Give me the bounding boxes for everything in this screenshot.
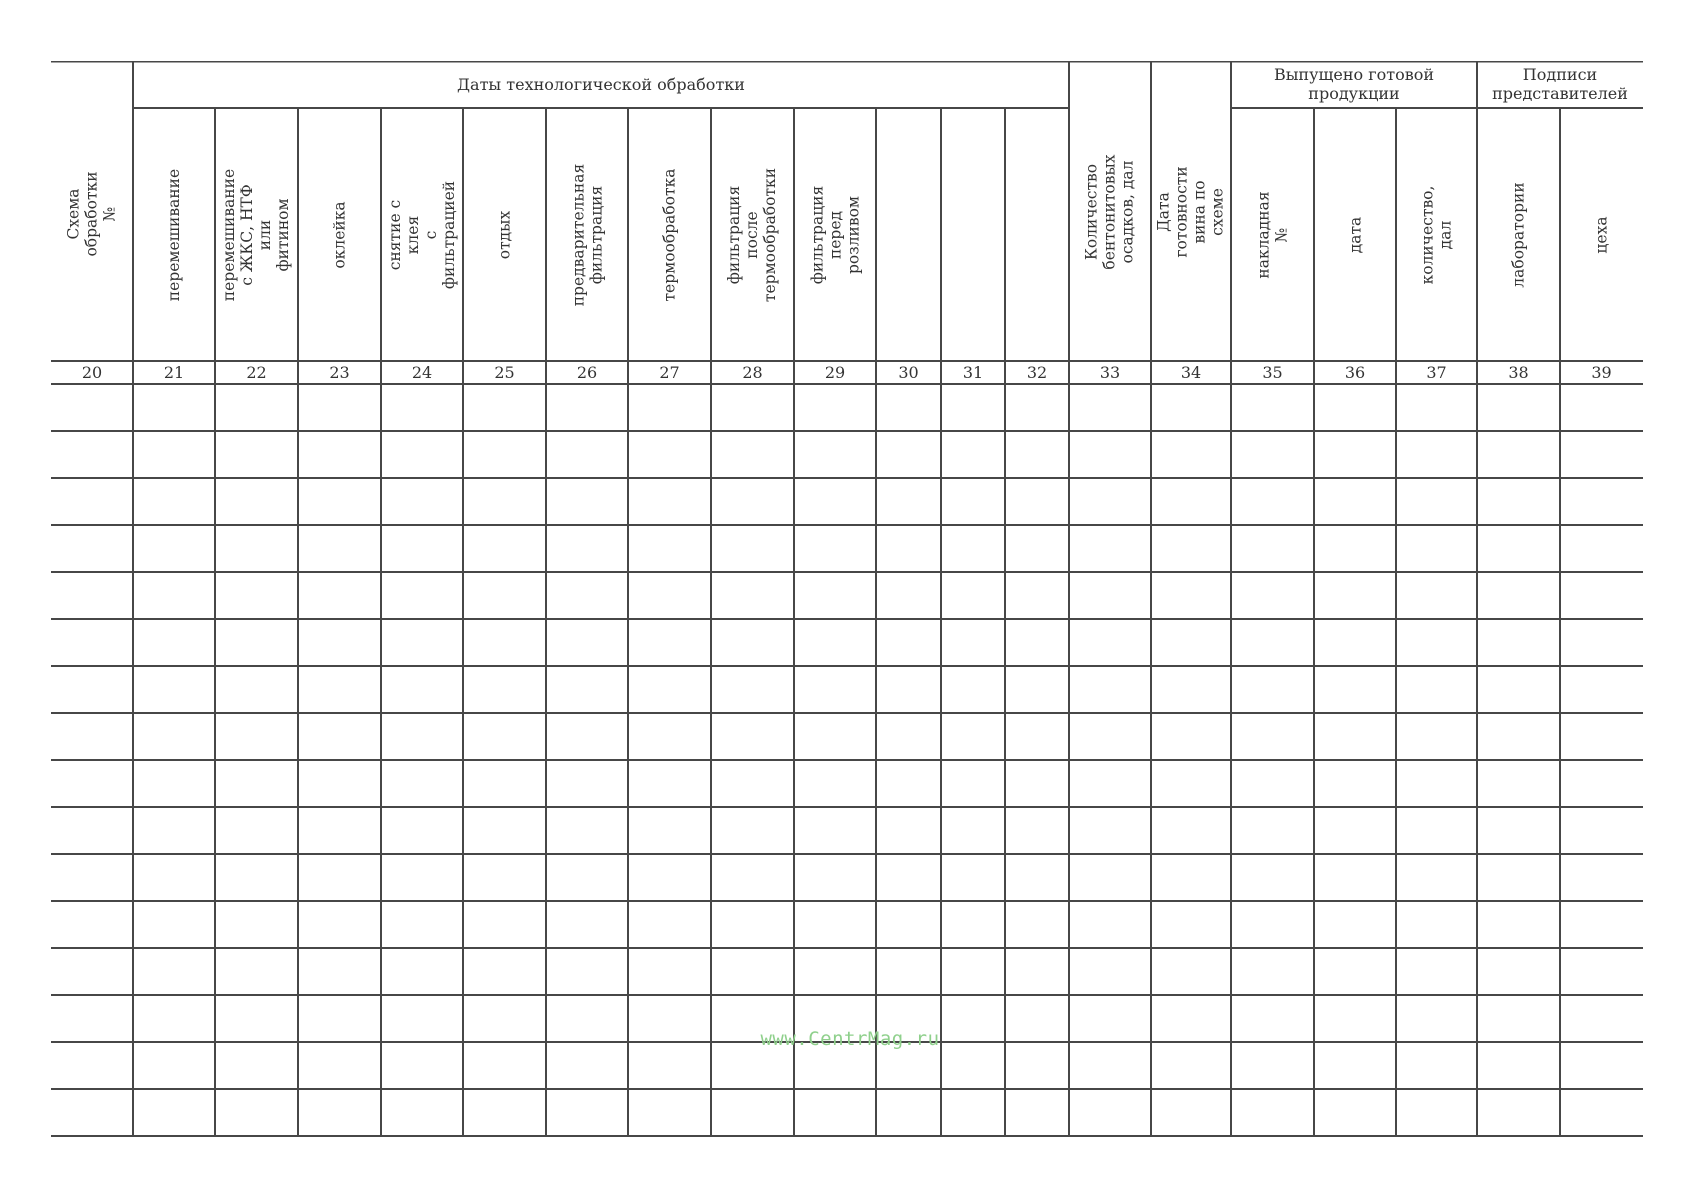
- subheader-label: Количество бентонитовых осадков, дал: [1083, 154, 1137, 270]
- subheader-label: фильтрация перед розливом: [808, 185, 863, 284]
- subheader-label: перемешивание с ЖКС, НТФ или фитином: [220, 168, 293, 301]
- column-number: 27: [659, 363, 680, 382]
- subheader-col-23: [298, 108, 381, 361]
- subheader-label: фильтрация после термообработки: [725, 167, 780, 302]
- subheader-col-35: [1231, 108, 1314, 361]
- subheader-label: цеха: [1592, 215, 1611, 254]
- column-number: 38: [1508, 363, 1529, 382]
- subheader-label: накладная №: [1254, 190, 1291, 279]
- header-scheme-no: Схема обработки №: [65, 170, 119, 257]
- column-number: 35: [1262, 363, 1283, 382]
- subheader-label: лаборатории: [1509, 181, 1528, 288]
- header-released-product: Выпущено готовой продукции: [1273, 65, 1435, 103]
- column-number: 28: [742, 363, 763, 382]
- column-number: 32: [1026, 363, 1048, 382]
- subheader-label: термообработка: [660, 167, 679, 302]
- subheader-col-38: [1477, 108, 1560, 361]
- subheader-col-24: [381, 108, 463, 361]
- column-number: 33: [1099, 363, 1121, 382]
- column-number: 20: [81, 363, 103, 382]
- watermark: www.CentrMag.ru: [760, 1028, 940, 1050]
- subheader-col-37: [1396, 108, 1477, 361]
- column-number: 23: [329, 363, 350, 382]
- column-number: 36: [1344, 363, 1366, 382]
- subheader-label: отдых: [495, 210, 514, 259]
- subheader-col-21: [133, 108, 215, 361]
- column-number: 30: [898, 363, 919, 382]
- header-tech-dates: Даты технологической обработки: [457, 75, 745, 94]
- subheader-col-25: [463, 108, 546, 361]
- column-number: 21: [163, 363, 185, 382]
- subheader-label: количество, дал: [1418, 185, 1455, 284]
- column-number: 39: [1591, 363, 1612, 382]
- subheader-label: снятие с клея с фильтрацией: [386, 180, 459, 289]
- subheader-col-34: [1151, 63, 1231, 361]
- column-number: 22: [246, 363, 267, 382]
- subheader-label: перемешивание: [165, 168, 183, 301]
- subheader-col-27: [628, 108, 711, 361]
- subheader-label: дата: [1345, 216, 1364, 253]
- column-number: 31: [962, 363, 984, 382]
- subheader-label: предварительная фильтрация: [569, 163, 606, 306]
- header-signatures: Подписи представителей: [1492, 65, 1628, 103]
- column-number: 29: [824, 363, 846, 382]
- subheader-col-26: [546, 108, 628, 361]
- treatment-journal-form: [51, 61, 1643, 1139]
- subheader-col-28: [711, 108, 794, 361]
- column-number: 37: [1426, 363, 1447, 382]
- subheader-label: Дата готовности вина по схеме: [1155, 166, 1228, 258]
- subheader-col-39: [1560, 108, 1643, 361]
- subheader-col-29: [794, 108, 876, 361]
- column-number: 34: [1180, 363, 1202, 382]
- subheader-label: оклейка: [330, 200, 349, 269]
- subheader-col-22: [215, 108, 298, 361]
- subheader-col-33: [1069, 63, 1151, 361]
- subheader-col-36: [1314, 108, 1396, 361]
- column-number: 24: [411, 363, 433, 382]
- column-number: 25: [494, 363, 515, 382]
- column-number: 26: [576, 363, 598, 382]
